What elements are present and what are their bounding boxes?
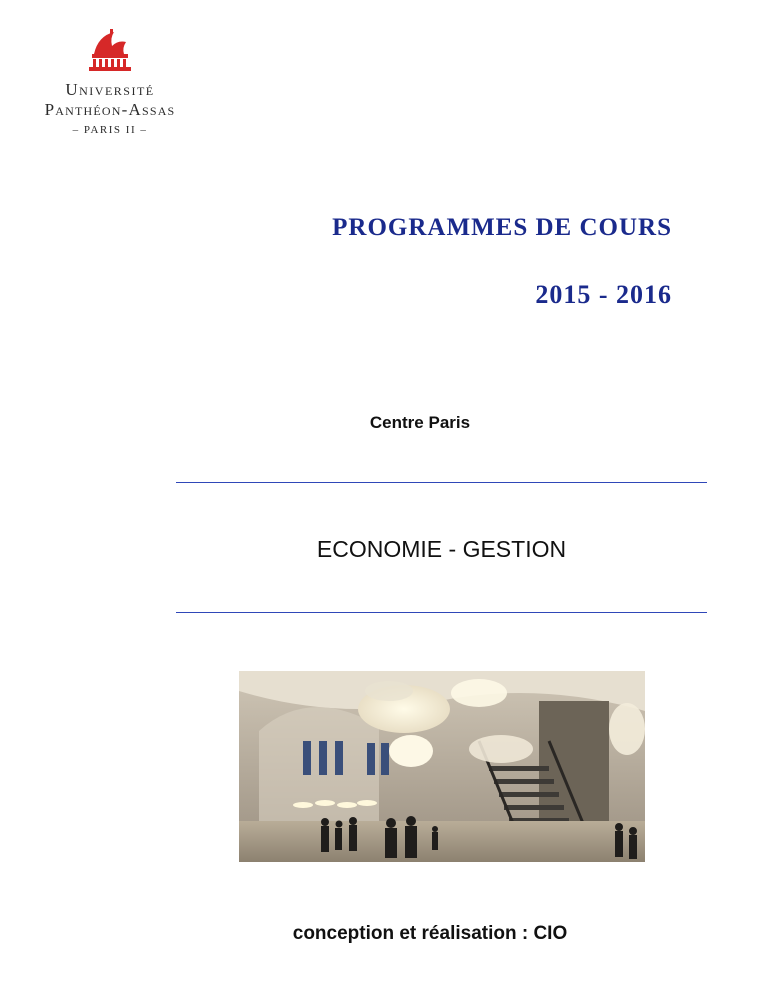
discipline-title: ECONOMIE - GESTION [316, 536, 567, 562]
logo-name-text: Panthéon-Assas [44, 100, 176, 119]
pantheon-dome-icon [84, 28, 134, 72]
top-divider [176, 482, 707, 483]
bottom-divider [176, 612, 707, 613]
centre-label: Centre Paris [369, 413, 471, 432]
campus-hall-illustration [239, 671, 645, 862]
university-logo [0, 28, 220, 148]
document-title: PROGRAMMES DE COURS [332, 214, 672, 241]
academic-year: 2015 - 2016 [535, 280, 672, 309]
logo-city-text: – PARIS II – [72, 124, 148, 136]
logo-university-text: Université [65, 80, 155, 99]
campus-hall-photo [239, 671, 645, 862]
credit-line: conception et réalisation : CIO [292, 923, 568, 944]
